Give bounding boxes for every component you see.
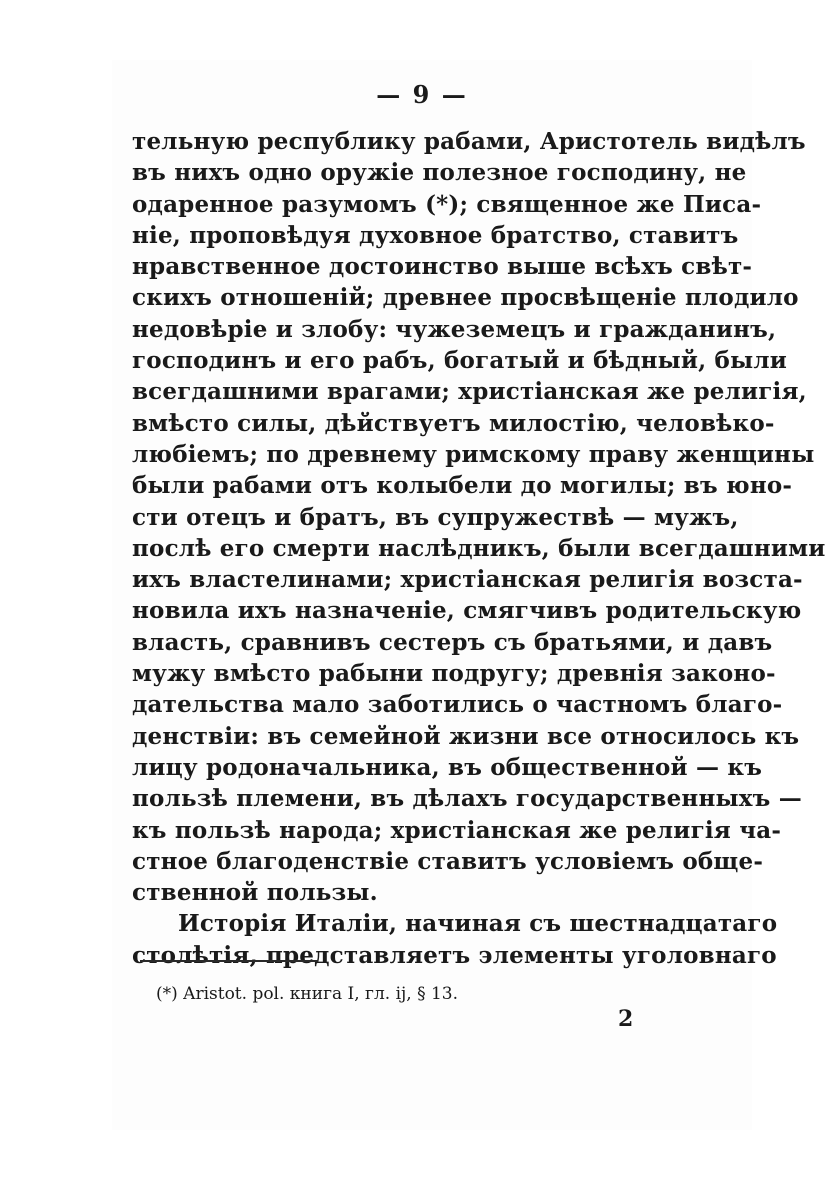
text-line: дательства мало заботились о частномъ благо- <box>132 691 783 719</box>
text-line: сти отецъ и братъ, въ супружествѣ — мужъ, <box>132 503 739 531</box>
text-line: ніе, проповѣдуя духовное братство, ставитъ <box>132 221 739 249</box>
text-line: столѣтія, представляетъ элементы уголовнаго <box>132 941 777 969</box>
signature-mark: 2 <box>618 1006 634 1032</box>
paragraph-start-line: Исторія Италіи, начиная съ шестнадцатаго <box>178 910 778 938</box>
text-line: одаренное разумомъ (*); священное же Писа- <box>132 190 762 218</box>
text-line: вмѣсто силы, дѣйствуетъ милостію, человѣко- <box>132 409 775 437</box>
text-line: господинъ и его рабъ, богатый и бѣдный, были <box>132 347 788 375</box>
text-line: власть, сравнивъ сестеръ съ братьями, и давъ <box>132 628 773 656</box>
book-page <box>112 60 826 1130</box>
text-line: ственной пользы. <box>132 879 378 907</box>
text-line: новила ихъ назначеніе, смягчивъ родительскую <box>132 597 802 625</box>
text-line: ихъ властелинами; христіанская религія возста- <box>132 566 803 594</box>
text-line: всегдашними врагами; христіанская же религія, <box>132 378 807 406</box>
text-line: лицу родоначальника, въ общественной — къ <box>132 753 763 781</box>
text-line: нравственное достоинство выше всѣхъ свѣт- <box>132 253 753 281</box>
footnote: (*) Aristot. pol. книга I, гл. ij, § 13. <box>156 984 459 1004</box>
text-line: были рабами отъ колыбели до могилы; въ юно- <box>132 472 793 500</box>
text-line: мужу вмѣсто рабыни подругу; древнія законо- <box>132 660 776 688</box>
text-line: къ пользѣ народа; христіанская же религія ча- <box>132 816 782 844</box>
text-line: послѣ его смерти наслѣдникъ, были всегдашними <box>132 534 826 562</box>
text-line: тельную республику рабами, Аристотель видѣлъ <box>132 128 806 155</box>
text-line: недовѣріе и злобу: чужеземецъ и гражданинъ, <box>132 315 777 343</box>
text-line: скихъ отношеній; древнее просвѣщеніе плодило <box>132 284 799 312</box>
page-number-header: — 9 — <box>376 80 468 109</box>
text-line: пользѣ племени, въ дѣлахъ государственныхъ — <box>132 785 802 813</box>
text-line: въ нихъ одно оружіе полезное господину, не <box>132 159 747 187</box>
text-line: стное благоденствіе ставитъ условіемъ обще- <box>132 847 764 875</box>
body-text <box>132 126 826 971</box>
footnote-rule <box>140 960 318 962</box>
text-line: денствіи: въ семейной жизни все относилось къ <box>132 722 800 750</box>
text-line: любіемъ; по древнему римскому праву женщины <box>132 440 815 468</box>
